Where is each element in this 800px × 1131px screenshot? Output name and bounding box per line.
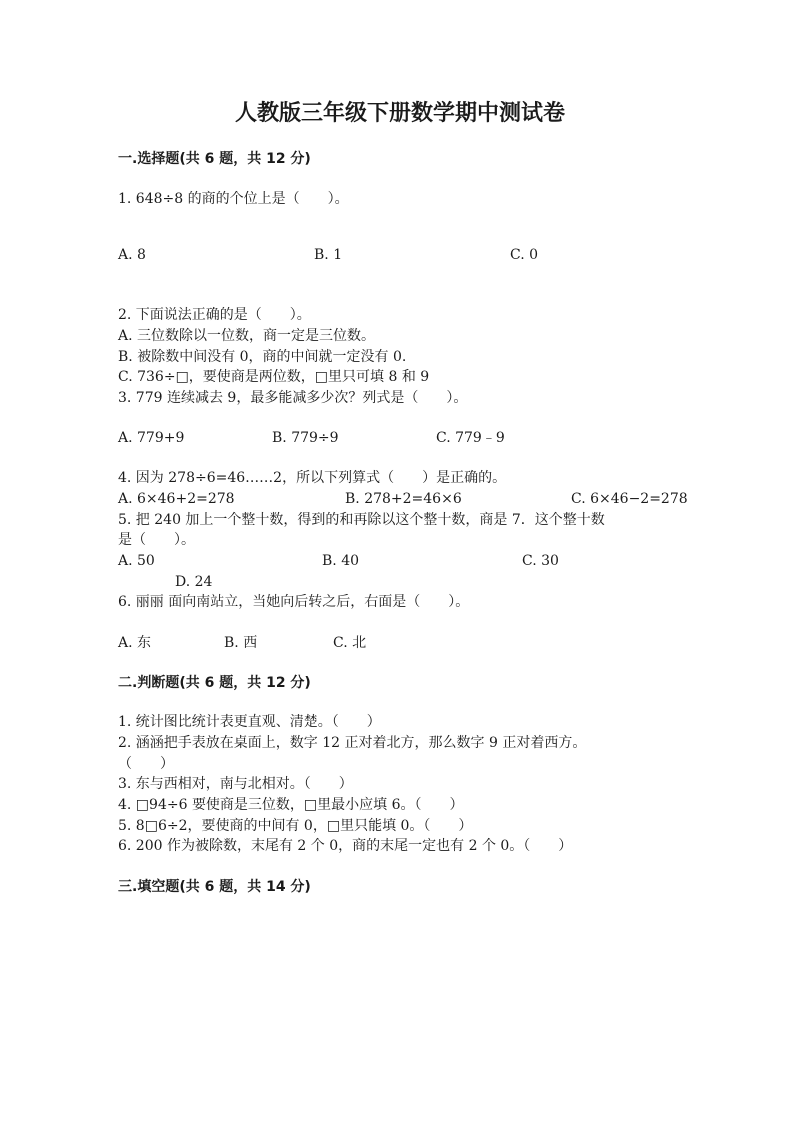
- question-3-option-a: A. 779+9: [118, 430, 185, 446]
- question-6-option-b: B. 西: [224, 635, 258, 651]
- question-4-option-b: B. 278+2=46×6: [345, 491, 462, 507]
- judgment-item-2: 2. 涵涵把手表放在桌面上，数字 12 正对着北方，那么数字 9 正对着西方。: [118, 735, 587, 751]
- question-4-option-a: A. 6×46+2=278: [118, 491, 235, 507]
- question-6-option-c: C. 北: [333, 635, 367, 651]
- question-2-option-a: A. 三位数除以一位数，商一定是三位数。: [118, 328, 376, 344]
- judgment-item-6: 6. 200 作为被除数，末尾有 2 个 0，商的末尾一定也有 2 个 0。（ ）: [118, 838, 573, 854]
- question-3-stem: 3. 779 连续减去 9，最多能减多少次？列式是（ ）。: [118, 390, 468, 406]
- question-1-option-c: C. 0: [510, 247, 539, 263]
- judgment-item-2-blank: （ ）: [118, 756, 174, 772]
- question-5-stem-line1: 5. 把 240 加上一个整十数，得到的和再除以这个整十数，商是 7．这个整十数: [118, 512, 605, 528]
- question-1-option-b: B. 1: [314, 247, 343, 263]
- judgment-item-5: 5. 8□6÷2，要使商的中间有 0，□里只能填 0。（ ）: [118, 818, 473, 834]
- question-4-stem: 4. 因为 278÷6=46……2，所以下列算式（ ）是正确的。: [118, 470, 507, 486]
- question-6-stem: 6. 丽丽 面向南站立，当她向后转之后，右面是（ ）。: [118, 594, 470, 610]
- question-3-option-b: B. 779÷9: [272, 430, 339, 446]
- section-heading-fill-in: 三.填空题(共 6 题，共 14 分): [118, 879, 311, 895]
- section-heading-choice: 一.选择题(共 6 题，共 12 分): [118, 151, 311, 167]
- question-2-option-b: B. 被除数中间没有 0，商的中间就一定没有 0.: [118, 349, 407, 365]
- question-5-option-d: D. 24: [175, 574, 213, 590]
- question-2-stem: 2. 下面说法正确的是（ ）。: [118, 307, 311, 323]
- question-5-stem-line2: 是（ ）。: [118, 532, 195, 548]
- question-1-option-a: A. 8: [118, 247, 146, 263]
- question-4-option-c: C. 6×46−2=278: [571, 491, 688, 507]
- question-2-option-c: C. 736÷□，要使商是两位数，□里只可填 8 和 9: [118, 369, 430, 385]
- judgment-item-1: 1. 统计图比统计表更直观、清楚。（ ）: [118, 714, 381, 730]
- question-5-option-c: C. 30: [522, 553, 559, 569]
- question-6-option-a: A. 东: [118, 635, 152, 651]
- page-title: 人教版三年级下册数学期中测试卷: [234, 101, 565, 126]
- judgment-item-3: 3. 东与西相对，南与北相对。（ ）: [118, 776, 353, 792]
- question-1-stem: 1. 648÷8 的商的个位上是（ ）。: [118, 191, 349, 207]
- question-3-option-c: C. 779﹣9: [436, 430, 505, 446]
- question-5-option-a: A. 50: [118, 553, 155, 569]
- section-heading-judgment: 二.判断题(共 6 题，共 12 分): [118, 675, 311, 691]
- judgment-item-4: 4. □94÷6 要使商是三位数，□里最小应填 6。（ ）: [118, 797, 464, 813]
- question-5-option-b: B. 40: [322, 553, 360, 569]
